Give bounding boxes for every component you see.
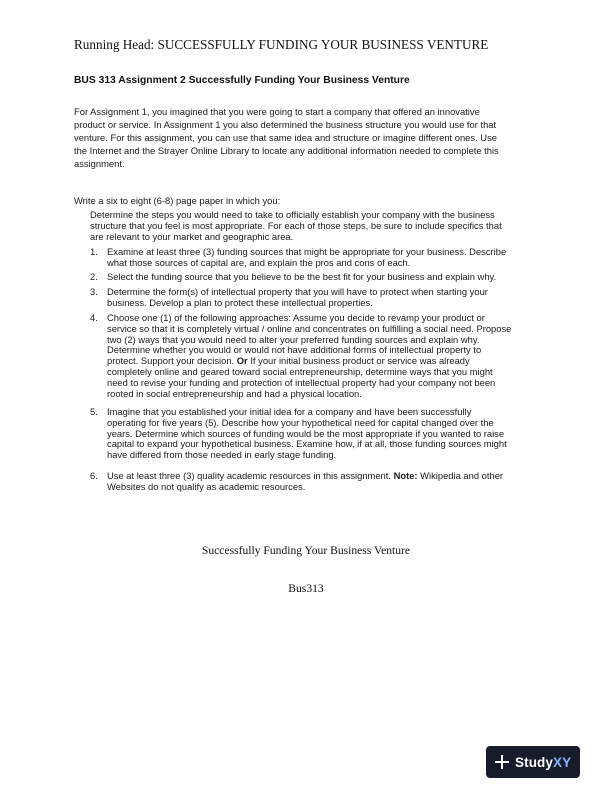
text-line: what those sources of capital are, and explain the pros and cons of each. bbox=[107, 256, 411, 268]
text-line: Choose one (1) of the following approaches: Assume you decide to revamp your product or bbox=[107, 312, 485, 323]
text-segment: protect. Support your decision. bbox=[107, 355, 235, 367]
text-line: Select the funding source that you believe to be the best fit for your business and explain why. bbox=[107, 271, 497, 282]
intro-line: assignment. bbox=[74, 157, 125, 169]
plus-icon bbox=[494, 754, 510, 770]
list-number: 4. bbox=[90, 312, 98, 323]
running-head: Running Head: SUCCESSFULLY FUNDING YOUR BUSINESS VENTURE bbox=[74, 37, 489, 52]
list-number: 2. bbox=[90, 271, 98, 282]
intro-line: the Internet and the Strayer Online Library to locate any additional information needed to complete this bbox=[74, 144, 499, 156]
text-line: structure that you feel is most appropriate. For each of those steps, be sure to include specifics that bbox=[90, 219, 502, 231]
text-segment: Wikipedia and other bbox=[417, 470, 504, 481]
intro-line: For Assignment 1, you imagined that you were going to start a company that offered an innovative bbox=[74, 106, 480, 117]
list-number: 6. bbox=[90, 470, 98, 481]
text-line: Examine at least three (3) funding sources that might be appropriate for your business. Describe bbox=[107, 246, 507, 257]
text-line: Determine the form(s) of intellectual property that you will have to protect when starting your bbox=[107, 286, 488, 297]
brand-accent: XY bbox=[553, 754, 572, 770]
intro-line: product or service. In Assignment 1 you also determined the business structure you would use for that bbox=[74, 118, 497, 130]
text-line: service so that it is completely virtual / online and concentrates on fulfilling a social need. Propose bbox=[107, 322, 512, 334]
list-number: 5. bbox=[90, 406, 98, 417]
intro-line: venture. For this assignment, you can use that same idea and structure or imagine different ones. Use bbox=[74, 131, 497, 143]
determine-steps-paragraph bbox=[90, 210, 550, 242]
text-line: rooted in social entrepreneurship and had a physical location. bbox=[107, 387, 362, 399]
bold-note: Note: bbox=[393, 470, 418, 481]
list-number: 3. bbox=[90, 286, 98, 297]
text-line: need to revise your funding and protection of intellectual property had your company not been bbox=[107, 376, 496, 388]
brand-main: Study bbox=[515, 754, 554, 770]
text-line: capital to expand your hypothetical business. Examine how, if at all, those funding sources might bbox=[107, 438, 507, 450]
text-line: years. Determine which sources of funding would be the most appropriate if you wanted to raise bbox=[107, 427, 505, 439]
cover-course: Bus313 bbox=[288, 582, 324, 595]
text-line: two (2) ways that you would need to alter your preferred funding sources and explain why. bbox=[107, 333, 480, 345]
write-instruction: Write a six to eight (6-8) page paper in which you: bbox=[74, 195, 281, 206]
text-line: operating for five years (5). Describe how your hypothetical need for capital changed over the bbox=[107, 416, 494, 428]
text-line: have differed from those needed in early stage funding. bbox=[107, 449, 337, 461]
text-segment: Use at least three (3) quality academic resources in this assignment. bbox=[107, 470, 391, 481]
text-line: Determine whether you would or would not have additional forms of intellectual property to bbox=[107, 344, 482, 356]
text-line: business. Develop a plan to protect these intellectual properties. bbox=[107, 296, 373, 308]
intro-paragraph bbox=[74, 106, 544, 171]
text-line: completely online and geared toward social entrepreneurship, determine ways that you might bbox=[107, 365, 493, 377]
assignment-title: BUS 313 Assignment 2 Successfully Funding Your Business Venture bbox=[74, 75, 410, 86]
bold-or: Or bbox=[236, 355, 248, 367]
text-line: are relevant to your market and geographic area. bbox=[90, 230, 294, 242]
studyxy-logo bbox=[515, 755, 571, 770]
text-line: Imagine that you established your initial idea for a company and have been successfully bbox=[107, 406, 472, 417]
text-line: Websites do not qualify as academic resources. bbox=[107, 480, 306, 492]
studyxy-badge[interactable] bbox=[486, 746, 580, 778]
text-line: Determine the steps you would need to take to officially establish your company with the business bbox=[90, 209, 495, 220]
list-number: 1. bbox=[90, 246, 98, 257]
cover-title: Successfully Funding Your Business Venture bbox=[201, 544, 411, 557]
text-segment: If your initial business product or service was already bbox=[247, 355, 470, 367]
